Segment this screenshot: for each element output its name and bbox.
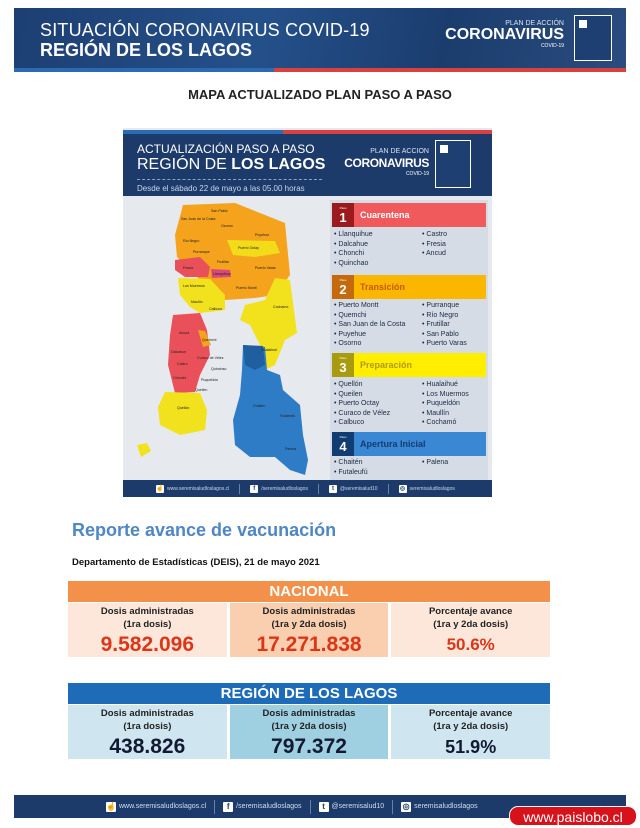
map-zone-preparacion <box>137 443 151 457</box>
stripe-red <box>274 68 626 72</box>
instagram-icon: ◎ <box>402 802 410 811</box>
web-link[interactable]: ☝ www.seremisaludloslagos.cl <box>106 802 207 811</box>
coronavirus-logo: PLAN DE ACCIÓN CORONAVIRUS COVID-19 <box>445 20 564 49</box>
stat-cell: Porcentaje avance (1ra y 2da dosis) 50.6% <box>391 603 550 657</box>
stat-cell: Dosis administradas (1ra dosis) 438.826 <box>68 705 227 759</box>
stat-cell: Porcentaje avance (1ra y 2da dosis) 51.9% <box>391 705 550 759</box>
region-map <box>125 195 330 480</box>
divider <box>310 800 311 814</box>
twitter-link[interactable]: t @seremisalud10 <box>329 485 378 493</box>
step-4-communes: • Chaitén • Palena • Futaleufú <box>334 458 486 477</box>
map-label: Frutillar <box>217 260 229 264</box>
banner-title: SITUACIÓN CORONAVIRUS COVID-19 <box>40 20 370 40</box>
watermark-badge: www.paislobo.cl <box>509 806 637 826</box>
divider <box>214 800 215 814</box>
steps-panel <box>330 200 488 480</box>
facebook-icon: f <box>223 802 233 812</box>
facebook-icon: f <box>250 485 258 493</box>
facebook-link[interactable]: f /seremisaludloslagos <box>250 485 308 493</box>
stat-cell: Dosis administradas (1ra dosis) 9.582.096 <box>68 603 227 657</box>
divider <box>392 800 393 814</box>
step-2-communes: • Puerto Montt • Purranque • Quemchi • Río Negro • San Juan de la Costa • Frutillar • Puyehue • San Pablo • Osorno • Puerto Varas <box>334 301 486 349</box>
map-label: Chaitén <box>253 404 266 408</box>
map-label: Chonchi <box>173 376 187 380</box>
region-table <box>68 683 550 759</box>
step-3-header: Paso 3 Preparación <box>332 353 486 377</box>
map-label: Puerto Montt <box>236 286 257 290</box>
web-link[interactable]: ☝ www.seremisaludloslagos.cl <box>156 485 230 492</box>
map-label: Cochamó <box>273 305 289 309</box>
facebook-link[interactable]: f /seremisaludloslagos <box>223 802 301 812</box>
map-label: Llanquihue <box>213 272 231 276</box>
report-title: Reporte avance de vacunación <box>72 520 337 540</box>
infographic-footer <box>123 480 492 497</box>
map-label: Purranque <box>193 250 210 254</box>
nacional-table <box>68 581 550 657</box>
map-zone-preparacion <box>158 392 207 435</box>
map-label: San Pablo <box>211 209 228 213</box>
map-label: Río Negro <box>183 239 200 243</box>
map-label: Puerto Varas <box>255 266 276 270</box>
map-label: Futaleufú <box>280 414 295 418</box>
map-section-title: MAPA ACTUALIZADO PLAN PASO A PASO <box>188 87 452 102</box>
map-label: Puqueldón <box>201 378 219 382</box>
twitter-icon: t <box>319 802 329 812</box>
divider <box>239 484 240 494</box>
government-logo <box>574 15 612 61</box>
web-icon: ☝ <box>106 802 116 811</box>
table-header: NACIONAL <box>68 581 550 602</box>
map-label: Osorno <box>221 224 233 228</box>
web-icon: ☝ <box>156 486 164 492</box>
instagram-link[interactable]: ◎ seremisaludloslagos <box>399 485 455 492</box>
instagram-link[interactable]: ◎ seremisaludloslagos <box>402 802 478 811</box>
map-label: Los Muermos <box>183 284 205 288</box>
map-label: Maullín <box>191 300 203 304</box>
stat-cell: Dosis administradas (1ra y 2da dosis) 797.372 <box>230 705 389 759</box>
step-2-header: Paso 2 Transición <box>332 275 486 299</box>
infographic-title: ACTUALIZACIÓN PASO A PASO <box>137 142 315 156</box>
map-label: Calbuco <box>209 307 223 311</box>
step-4-header: Paso 4 Apertura Inicial <box>332 432 486 456</box>
map-label: Ancud <box>179 331 190 335</box>
instagram-icon: ◎ <box>399 486 406 492</box>
map-label: Dalcahue <box>171 350 187 354</box>
table-row <box>68 705 550 759</box>
map-label: Castro <box>177 362 188 366</box>
header-banner <box>14 8 626 72</box>
infographic-date: Desde el sábado 22 de mayo a las 05.00 horas <box>137 184 305 193</box>
map-label: Puyehue <box>255 233 270 237</box>
stat-cell: Dosis administradas (1ra y 2da dosis) 17.271.838 <box>230 603 389 657</box>
report-source: Departamento de Estadísticas (DEIS), 21 de mayo 2021 <box>72 557 320 568</box>
map-label: Quemchi <box>202 338 217 342</box>
step-3-communes: • Quellón • Hualaihué • Queilen • Los Muermos • Puerto Octay • Puqueldón • Curaco de Vélez • Maullín • Calbuco • Cochamó <box>334 380 486 428</box>
divider <box>318 484 319 494</box>
map-label: Fresia <box>183 266 193 270</box>
map-label: Puerto Octay <box>238 246 259 250</box>
infographic-header <box>123 134 492 196</box>
map-label: Queilen <box>195 388 208 392</box>
twitter-icon: t <box>329 485 337 493</box>
infographic-region: REGIÓN DE LOS LAGOS <box>137 156 326 173</box>
divider <box>388 484 389 494</box>
stripe-blue <box>14 68 274 72</box>
government-logo <box>435 140 471 188</box>
table-row <box>68 603 550 657</box>
twitter-link[interactable]: t @seremisalud10 <box>319 802 385 812</box>
paso-a-paso-infographic <box>123 128 492 497</box>
step-1-header: Paso 1 Cuarentena <box>332 203 486 227</box>
map-label: Palena <box>285 447 297 451</box>
map-label: Curaco de Vélez <box>197 356 224 360</box>
coronavirus-logo: PLAN DE ACCIÓN CORONAVIRUS COVID-19 <box>344 148 429 177</box>
step-1-communes: • Llanquihue • Castro • Dalcahue • Fresia • Chonchi • Ancud • Quinchao <box>334 230 486 268</box>
banner-subtitle: REGIÓN DE LOS LAGOS <box>40 40 253 60</box>
divider <box>137 179 322 180</box>
map-label: San Juan de la Costa <box>181 217 216 221</box>
map-label: Hualaihué <box>261 348 278 352</box>
map-label: Quellón <box>177 406 190 410</box>
table-header: REGIÓN DE LOS LAGOS <box>68 683 550 704</box>
map-label: Quinchao <box>211 367 227 371</box>
